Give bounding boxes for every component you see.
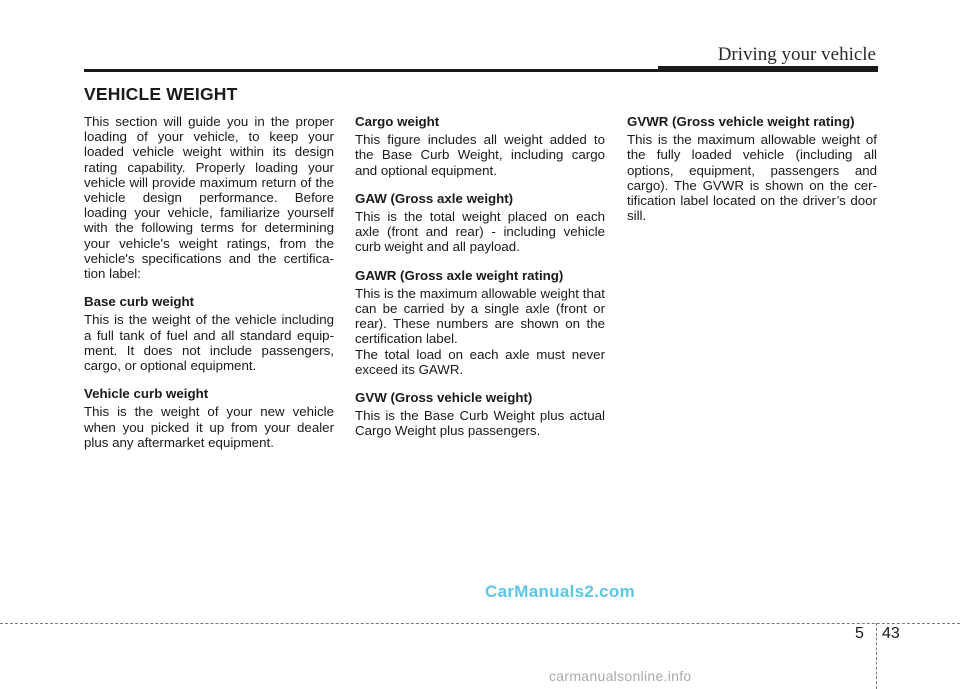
gaw-heading: GAW (Gross axle weight) xyxy=(355,190,514,206)
base-curb-weight-heading: Base curb weight xyxy=(84,294,195,310)
footer-rule xyxy=(0,623,960,624)
footer-divider xyxy=(876,623,877,689)
text-column-3 xyxy=(627,114,877,223)
cargo-weight-heading: Cargo weight xyxy=(355,114,440,129)
site-watermark: CarManuals2.com xyxy=(485,582,635,601)
gaw-text: This is the total weight placed on each axle (front and rear) - including vehicle curb weight and all payload. xyxy=(355,209,605,255)
gvw-heading: GVW (Gross vehicle weight) xyxy=(355,390,533,406)
intro-paragraph: This section will guide you in the proper loading of your vehicle, to keep your loaded vehicle weight within its design rating capability. Properly loading your vehicle will provide maximum return of the vehicle design performance. Before loading your vehicle, familiarize yourself with the following terms for determining your vehicle's weight ratings, from the vehicle's specifications and the certifica-tion label: xyxy=(84,114,334,282)
section-title: VEHICLE WEIGHT xyxy=(84,84,238,104)
base-curb-weight-text: This is the weight of the vehicle including a full tank of fuel and all standard equip-ment. It does not include passengers, cargo, or optional equipment. xyxy=(84,312,334,374)
vehicle-curb-weight-text: This is the weight of your new vehicle when you picked it up from your dealer plus any aftermarket equipment. xyxy=(84,404,334,450)
text-column-1 xyxy=(84,114,334,450)
text-column-2 xyxy=(355,114,605,439)
chapter-number: 5 xyxy=(855,625,864,642)
header-rule xyxy=(84,69,658,72)
page-number: 43 xyxy=(882,625,900,642)
gawr-note: The total load on each axle must never exceed its GAWR. xyxy=(355,346,605,377)
vehicle-curb-weight-heading: Vehicle curb weight xyxy=(84,386,209,402)
gvwr-heading: GVWR (Gross vehicle weight rating) xyxy=(627,114,855,129)
gawr-heading: GAWR (Gross axle weight rating) xyxy=(355,267,564,283)
chapter-title: Driving your vehicle xyxy=(717,44,876,65)
cargo-weight-text: This figure includes all weight added to the Base Curb Weight, including cargo and optional equipment. xyxy=(355,132,605,178)
gawr-text: This is the maximum allowable weight that can be carried by a single axle (front or rear). These numbers are shown on the certification label. xyxy=(355,285,605,347)
source-watermark: carmanualsonline.info xyxy=(549,668,692,684)
gvwr-text: This is the maximum allowable weight of the fully loaded vehicle (including all options, equipment, passengers and cargo). The GVWR is shown on the cer-tification label located on the driver’s door sill. xyxy=(627,132,877,224)
gvw-text: This is the Base Curb Weight plus actual Cargo Weight plus passengers. xyxy=(355,408,605,439)
header-rule-accent xyxy=(658,66,878,72)
